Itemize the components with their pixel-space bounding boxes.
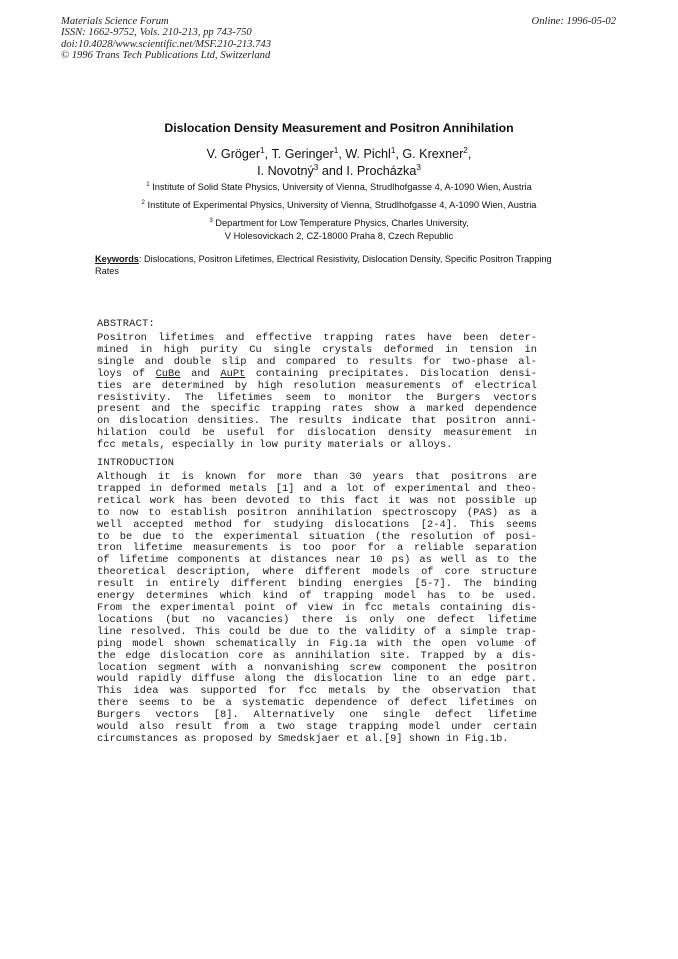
journal-info	[61, 16, 271, 62]
author: I. Procházka	[346, 164, 417, 178]
intro-line: locations (but no vacancies) there is only one defect lifetime	[97, 613, 537, 626]
abstract-line: single and double slip and compared to results for two-phase al-	[97, 355, 537, 368]
author-separator: ,	[264, 147, 272, 161]
journal-issn: ISSN: 1662-9752, Vols. 210-213, pp 743-750	[61, 27, 252, 39]
keywords-text: : Dislocations, Positron Lifetimes, Electrical Resistivity, Dislocation Density, Specific Positron Trapping Rates	[95, 254, 552, 277]
abstract-line: loys of CuBe and AuPt containing precipitates. Dislocation densi-	[97, 367, 537, 380]
author-list	[0, 146, 678, 180]
author-affiliation-mark: 3	[416, 162, 421, 172]
author: V. Gröger	[206, 147, 261, 161]
intro-line: location segment with a nonvanishing screw component the positron	[97, 661, 537, 674]
affiliation-text: Department for Low Temperature Physics, Charles University,	[215, 218, 469, 228]
author: G. Krexner	[402, 147, 464, 161]
affiliation-3-address	[0, 230, 678, 243]
author: T. Geringer	[271, 147, 334, 161]
author-separator: ,	[467, 147, 472, 161]
paper-title: Dislocation Density Measurement and Positron Annihilation	[164, 121, 514, 135]
intro-line: From the experimental point of view in fcc metals containing dis-	[97, 601, 537, 614]
affiliation-1	[0, 181, 678, 194]
intro-line: to be due to the experimental situation (the resolution of posi-	[97, 530, 537, 543]
intro-line: well accepted method for studying dislocations [2-4]. This seems	[97, 518, 537, 531]
intro-line: of lifetime components at distances near 10 ps) as well as to the	[97, 554, 537, 567]
author-affiliation-mark: 3	[313, 162, 319, 172]
intro-line: Although it is known for more than 30 years that positrons are	[97, 471, 537, 483]
author-affiliation-mark: 1	[333, 145, 339, 155]
introduction-heading: INTRODUCTION	[97, 457, 175, 469]
affiliation-text: Institute of Experimental Physics, University of Vienna, Strudlhofgasse 4, A-1090 Wien, Austria	[147, 200, 537, 210]
abstract-body	[97, 333, 537, 452]
abstract-line: hilation could be useful for dislocation density measurement in	[97, 427, 537, 440]
intro-line: line resolved. This could be due to the validity of a simple trap-	[97, 625, 537, 638]
abstract-line: fcc metals, especially in low purity materials or alloys.	[97, 439, 453, 452]
affiliation-mark: 2	[141, 199, 145, 206]
intro-line: trapped in deformed metals [1] and a lot of experimental and theo-	[97, 482, 537, 495]
author-affiliation-mark: 2	[463, 145, 468, 155]
author-affiliation-mark: 1	[390, 145, 396, 155]
journal-name: Materials Science Forum	[61, 16, 169, 27]
author-affiliation-mark: 1	[260, 145, 265, 155]
abstract-line: resistivity. The lifetimes seem to monitor the Burgers vectors	[97, 391, 537, 404]
abstract-line: mined in high purity Cu single crystals deformed in tension in	[97, 343, 537, 356]
intro-line: theoretical description, where different models of core structure	[97, 566, 537, 579]
author-separator: ,	[395, 147, 403, 161]
intro-line: tron lifetime measurements is too poor for a reliable separation	[97, 542, 537, 555]
journal-doi: doi:10.4028/www.scientific.net/MSF.210-213.743	[61, 38, 271, 50]
affiliation-mark: 3	[209, 217, 213, 224]
keywords-label: Keywords	[95, 254, 139, 264]
author: I. Novotný	[257, 164, 314, 178]
intro-line: result in entirely different binding energies [5-7]. The binding	[97, 578, 537, 591]
intro-line: would also result from a two stage trapping model under certain	[97, 721, 537, 734]
abstract-line: Positron lifetimes and effective trapping rates have been deter-	[97, 332, 537, 344]
intro-line: circumstances as proposed by Smedskjaer et al.[9] shown in Fig.1b.	[97, 732, 509, 745]
author-separator: and	[318, 164, 347, 178]
intro-line: would rapidly diffuse along the dislocation line to an edge part.	[97, 673, 537, 686]
authors-line-2	[0, 163, 678, 180]
affiliation-text: V Holesovickach 2, CZ-18000 Praha 8, Czech Republic	[224, 231, 454, 241]
online-date: Online: 1996-05-02	[531, 16, 616, 27]
intro-line: ping model shown schematically in Fig.1a with the open volume of	[97, 637, 537, 650]
affiliation-2	[0, 199, 678, 212]
keywords	[95, 253, 555, 278]
author-separator: ,	[338, 147, 346, 161]
intro-line: to now to establish positron annihilation spectroscopy (PAS) as a	[97, 506, 537, 519]
intro-line: there seems to be a systematic dependence of defect lifetimes on	[97, 697, 537, 710]
intro-line: retical work has been devoted to this fact it was not possible up	[97, 494, 537, 507]
intro-line: the edge dislocation core as annihilation site. Trapped by a dis-	[97, 649, 537, 662]
affiliation-3	[0, 217, 678, 230]
author: W. Pichl	[345, 147, 391, 161]
affiliation-mark: 1	[146, 181, 150, 188]
abstract-line: on dislocation densities. The results indicate that positron anni-	[97, 415, 537, 428]
abstract-line: present and the specific trapping rates show a marked dependence	[97, 403, 537, 416]
abstract-line: ties are determined by high resolution measurements of electrical	[97, 379, 537, 392]
introduction-body	[97, 472, 537, 746]
authors-line-1	[0, 146, 678, 163]
intro-line: energy determines which kind of trapping model has to be used.	[97, 590, 537, 603]
journal-copyright: © 1996 Trans Tech Publications Ltd, Switzerland	[61, 50, 271, 62]
abstract-heading: ABSTRACT:	[97, 318, 155, 330]
intro-line: Burgers vectors [8]. Alternatively one single defect lifetime	[97, 709, 537, 722]
affiliation-text: Institute of Solid State Physics, University of Vienna, Strudlhofgasse 4, A-1090 Wien, Austria	[152, 182, 532, 192]
intro-line: This idea was supported for fcc metals by the observation that	[97, 685, 537, 698]
